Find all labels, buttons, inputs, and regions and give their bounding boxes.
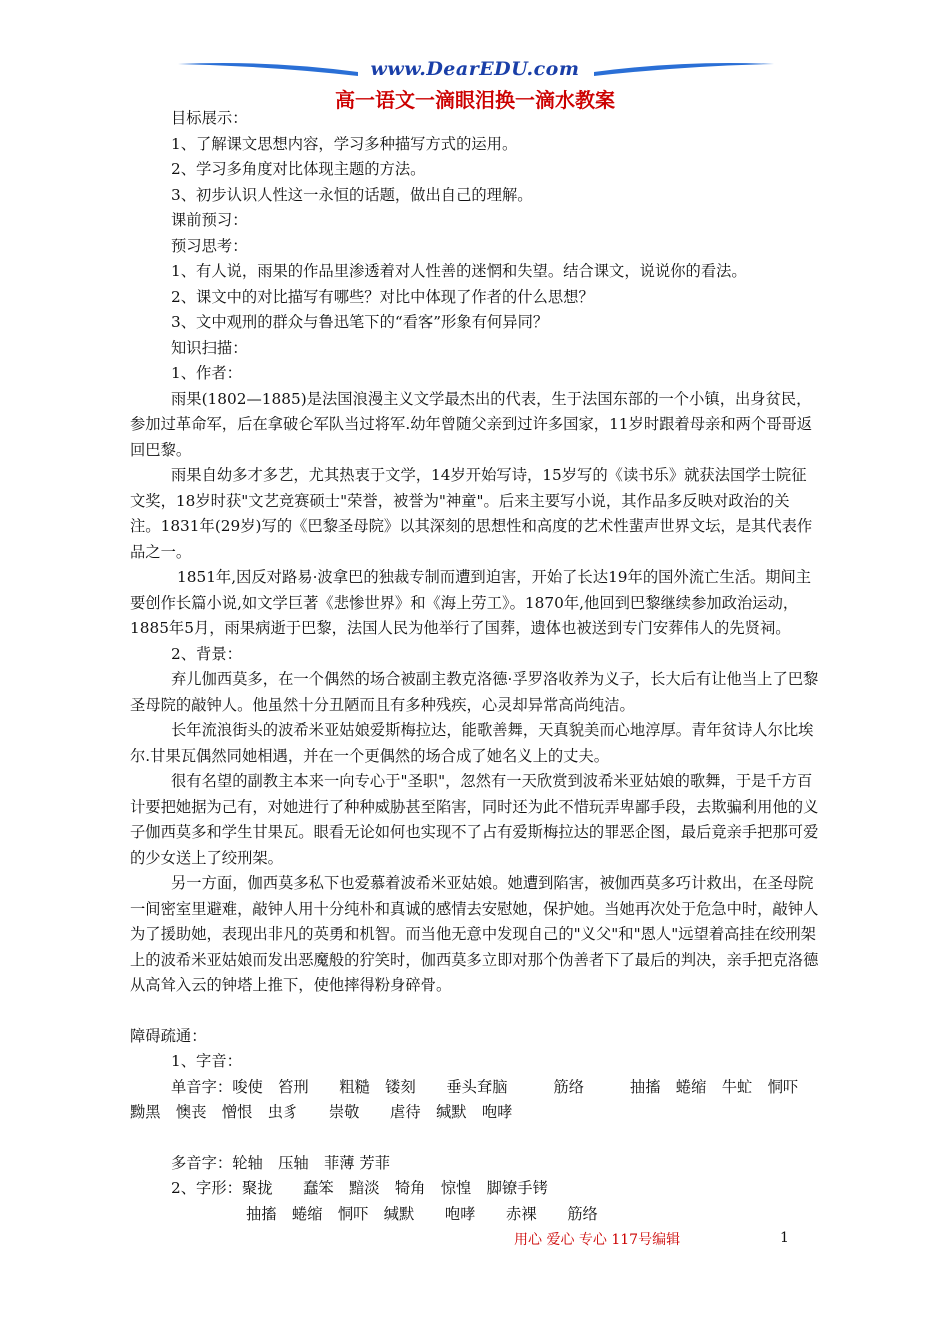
knowledge-heading: 知识扫描： xyxy=(171,338,248,357)
paragraph-gap xyxy=(130,1126,820,1151)
document-title: 高一语文一滴眼泪换一滴水教案 xyxy=(335,88,615,112)
goals-heading: 目标展示： xyxy=(171,109,248,127)
goal-item: 1、了解课文思想内容，学习多种描写方式的运用。 xyxy=(171,134,518,153)
single-pronunciation-line: 单音字：唆使 笞刑 粗糙 镂刻 垂头耷脑 筋络 抽搐 蜷缩 牛虻 恫吓 xyxy=(171,1077,799,1096)
glyph-shape-line: 2、字形：聚拢 蠢笨 黯淡 犄角 惊惶 脚镣手铐 xyxy=(171,1179,548,1197)
background-paragraph: 另一方面，伽西莫多私下也爱慕着波希米亚姑娘。她遭到陷害，被伽西莫多巧计救出，在圣母院一间密室里避难，敲钟人用十分纯朴和真诚的感情去安慰她，保护她。当她再次处于危急中时，敲钟人为了援助她，表现出非凡的英勇和机智。而当他无意中发现自己的"义父"和"恩人"远望着高挂在绞刑架上的波希米亚姑娘而发出恶魔般的狞笑时，伽西莫多立即对那个伪善者下了最后的判决，亲手把克洛德从高耸入云的钟塔上推下，使他摔得粉身碎骨。 xyxy=(130,874,819,994)
goal-item: 3、初步认识人性这一永恒的话题，做出自己的理解。 xyxy=(171,185,533,204)
goal-item: 2、学习多角度对比体现主题的方法。 xyxy=(171,160,426,178)
background-paragraph: 弃儿伽西莫多，在一个偶然的场合被副主教克洛德·孚罗洛收养为义子，长大后有让他当上了巴黎圣母院的敲钟人。他虽然十分丑陋而且有多种残疾，心灵却异常高尚纯洁。 xyxy=(130,670,819,714)
footer-credit: 用心 爱心 专心 117号编辑 xyxy=(514,1232,681,1248)
author-paragraph: 雨果(1802—1885)是法国浪漫主义文学最杰出的代表，生于法国东部的一个小镇，出身贫民，参加过革命军，后在拿破仑军队当过将军.幼年曾随父亲到过许多国家，11岁时跟着母亲和两个哥哥返回巴黎。 xyxy=(130,389,813,459)
paragraph-gap xyxy=(130,999,820,1024)
preview-heading: 课前预习： xyxy=(171,211,248,229)
thinking-heading: 预习思考： xyxy=(171,236,248,255)
question-item: 1、有人说，雨果的作品里渗透着对人性善的迷惘和失望。结合课文，说说你的看法。 xyxy=(171,262,747,280)
obstacle-heading: 障碍疏通： xyxy=(130,1026,207,1045)
multi-pronunciation-line: 多音字：轮轴 压轴 菲薄 芳菲 xyxy=(171,1153,391,1172)
background-heading: 2、背景： xyxy=(171,644,242,663)
author-paragraph: 雨果自幼多才多艺，尤其热衷于文学，14岁开始写诗，15岁写的《读书乐》就获法国学士院征文奖，18岁时获"文艺竞赛硕士"荣誉，被誉为"神童"。后来主要写小说，其作品多反映对政治的关注。1831年(29岁)写的《巴黎圣母院》以其深刻的思想性和高度的艺术性蜚声世界文坛，是其代表作品之一。 xyxy=(130,466,813,561)
background-paragraph: 长年流浪街头的波希米亚姑娘爱斯梅拉达，能歌善舞，天真貌美而心地淳厚。青年贫诗人尔比埃尔.甘果瓦偶然同她相遇，并在一个更偶然的场合成了她名义上的丈夫。 xyxy=(130,721,814,765)
author-paragraph: 1851年,因反对路易·波拿巴的独裁专制而遭到迫害，开始了长达19年的国外流亡生活。期间主要创作长篇小说,如文学巨著《悲惨世界》和《海上劳工》。1870年,他回到巴黎继续参加政治运动，1885年5月，雨果病逝于巴黎，法国人民为他举行了国葬，遗体也被送到专门安葬伟人的先贤祠。 xyxy=(130,568,812,637)
background-paragraph: 很有名望的副教主本来一向专心于"圣职"，忽然有一天欣赏到波希米亚姑娘的歌舞，于是千方百计要把她据为己有，对她进行了种种威胁甚至陷害，同时还为此不惜玩弄卑鄙手段，去欺骗利用他的义子伽西莫多和学生甘果瓦。眼看无论如何也实现不了占有爱斯梅拉达的罪恶企图，最后竟亲手把那可爱的少女送上了绞刑架。 xyxy=(130,772,819,867)
pronunciation-heading: 1、字音： xyxy=(171,1052,242,1070)
page-number: 1 xyxy=(780,1230,789,1246)
glyph-shape-line: 抽搐 蜷缩 恫吓 缄默 咆哮 赤裸 筋络 xyxy=(246,1204,598,1223)
single-pronunciation-line: 黝黑 懊丧 憎恨 虫豸 崇敬 虐待 缄默 咆哮 xyxy=(130,1103,513,1121)
question-item: 3、文中观刑的群众与鲁迅笔下的“看客”形象有何异同？ xyxy=(171,313,549,331)
question-item: 2、课文中的对比描写有哪些？对比中体现了作者的什么思想？ xyxy=(171,287,594,306)
author-heading: 1、作者： xyxy=(171,364,242,382)
site-url[interactable]: www.DearEDU.com xyxy=(370,58,580,80)
document-body xyxy=(130,106,820,1227)
